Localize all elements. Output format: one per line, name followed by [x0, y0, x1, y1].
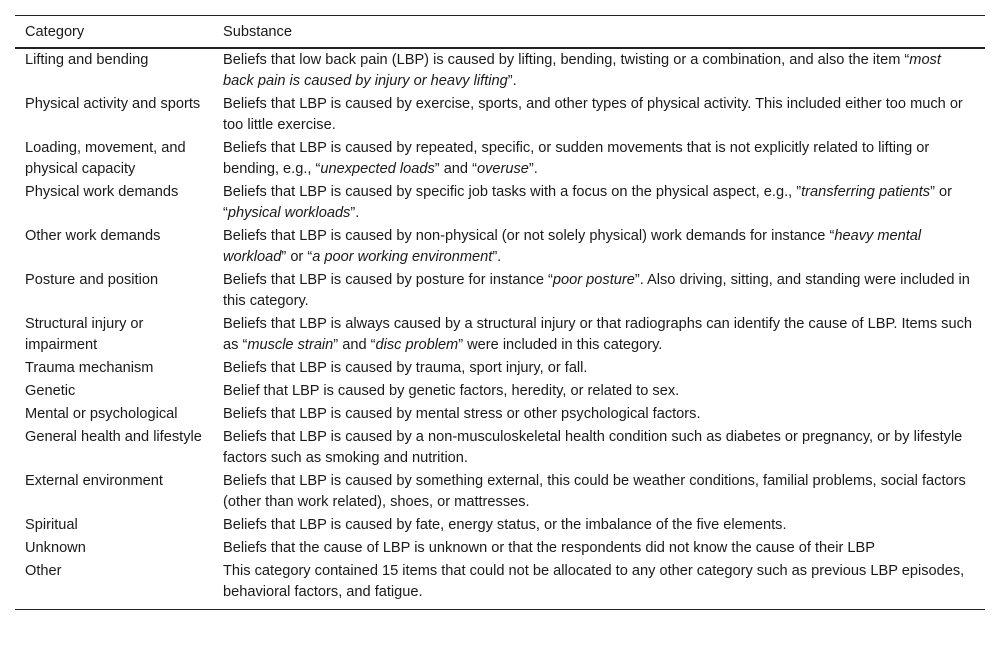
substance-text: Beliefs that low back pain (LBP) is caused by lifting, bending, twisting or a combination, and also the item “ [223, 52, 910, 68]
table-row [15, 403, 985, 426]
category-cell: External environment [25, 473, 163, 489]
substance-cell [213, 357, 985, 380]
table-row [15, 269, 985, 313]
substance-cell [213, 380, 985, 403]
substance-cell [213, 403, 985, 426]
substance-text: ” and “ [333, 337, 376, 353]
substance-cell [213, 48, 985, 93]
substance-cell [213, 537, 985, 560]
table-row [15, 137, 985, 181]
substance-text: ” were included in this category. [458, 337, 663, 353]
substance-text: ” or “ [281, 249, 313, 265]
table-row [15, 93, 985, 137]
substance-text: Beliefs that LBP is caused by something external, this could be weather conditions, familial problems, social factors (other than work related), shoes, or mattresses. [223, 473, 966, 510]
substance-quote: most back pain is caused by injury or heavy lifting [223, 52, 941, 89]
category-cell: Other [15, 560, 213, 610]
substance-quote: muscle strain [247, 337, 334, 353]
substance-text: ” and “ [434, 161, 477, 177]
substance-cell [213, 426, 985, 470]
substance-quote: poor posture [552, 272, 635, 288]
category-cell: Physical activity and sports [25, 96, 201, 112]
substance-cell [213, 225, 985, 269]
substance-text: ”. [507, 73, 517, 89]
substance-cell [213, 269, 985, 313]
substance-text: Beliefs that LBP is caused by a non-musculoskeletal health condition such as diabetes or pregnancy, or by lifestyle factors such as smoking and nutrition. [223, 429, 963, 466]
substance-cell [213, 560, 985, 610]
substance-cell [213, 470, 985, 514]
substance-quote: physical workloads [227, 205, 351, 221]
header-category: Category [15, 16, 213, 49]
category-cell: Structural injury or impairment [25, 316, 144, 353]
table-row [15, 470, 985, 514]
table-row [15, 380, 985, 403]
table-row [15, 357, 985, 380]
substance-quote: transferring patients [801, 184, 931, 200]
substance-text: Beliefs that LBP is caused by trauma, sport injury, or fall. [223, 360, 588, 376]
table-header [15, 16, 985, 49]
lbp-beliefs-table-container [15, 15, 985, 610]
substance-cell [213, 514, 985, 537]
table-row [15, 48, 985, 93]
substance-quote: unexpected loads [320, 161, 435, 177]
substance-text: Beliefs that LBP is caused by specific job tasks with a focus on the physical aspect, e.g., ” [223, 184, 802, 200]
category-cell: Genetic [25, 383, 76, 399]
substance-cell [213, 93, 985, 137]
table-body [15, 48, 985, 610]
substance-text: Beliefs that LBP is caused by posture for instance “ [223, 272, 553, 288]
substance-text: Beliefs that the cause of LBP is unknown or that the respondents did not know the cause of their LBP [223, 540, 875, 556]
header-row [15, 16, 985, 49]
substance-text: Belief that LBP is caused by genetic factors, heredity, or related to sex. [223, 383, 680, 399]
substance-text: This category contained 15 items that could not be allocated to any other category such as previous LBP episodes, behavioral factors, and fatigue. [223, 563, 965, 600]
table-row [15, 426, 985, 470]
substance-text: ” or “ [223, 184, 952, 221]
table-row [15, 560, 985, 610]
table-row [15, 537, 985, 560]
category-cell: Loading, movement, and physical capacity [25, 140, 186, 177]
category-cell: Spiritual [25, 517, 78, 533]
substance-quote: heavy mental workload [223, 228, 922, 265]
substance-quote: a poor working environment [312, 249, 493, 265]
lbp-beliefs-table [15, 15, 985, 610]
substance-cell [213, 181, 985, 225]
category-cell: Other work demands [25, 228, 161, 244]
substance-text: ”. [528, 161, 538, 177]
table-row [15, 514, 985, 537]
substance-cell [213, 137, 985, 181]
substance-text: Beliefs that LBP is caused by exercise, sports, and other types of physical activity. This included either too much or too little exercise. [223, 96, 963, 133]
table-row [15, 225, 985, 269]
substance-text: ”. [350, 205, 360, 221]
substance-quote: overuse [476, 161, 529, 177]
category-cell: Physical work demands [25, 184, 179, 200]
substance-text: Beliefs that LBP is caused by mental stress or other psychological factors. [223, 406, 701, 422]
category-cell: Posture and position [25, 272, 159, 288]
substance-text: Beliefs that LBP is always caused by a structural injury or that radiographs can identify the cause of LBP. Items such as “ [223, 316, 973, 353]
substance-cell [213, 313, 985, 357]
substance-text: Beliefs that LBP is caused by fate, energy status, or the imbalance of the five elements. [223, 517, 787, 533]
substance-text: Beliefs that LBP is caused by non-physical (or not solely physical) work demands for instance “ [223, 228, 835, 244]
table-row [15, 181, 985, 225]
category-cell: General health and lifestyle [25, 429, 202, 445]
substance-text: ”. [492, 249, 502, 265]
category-cell: Unknown [25, 540, 86, 556]
substance-text: Beliefs that LBP is caused by repeated, specific, or sudden movements that is not explicitly related to lifting or bending, e.g., “ [223, 140, 930, 177]
substance-text: ”. Also driving, sitting, and standing were included in this category. [223, 272, 970, 309]
category-cell: Trauma mechanism [25, 360, 154, 376]
category-cell: Lifting and bending [25, 52, 149, 68]
table-row [15, 313, 985, 357]
category-cell: Mental or psychological [25, 406, 178, 422]
header-substance: Substance [213, 16, 985, 49]
substance-quote: disc problem [375, 337, 459, 353]
